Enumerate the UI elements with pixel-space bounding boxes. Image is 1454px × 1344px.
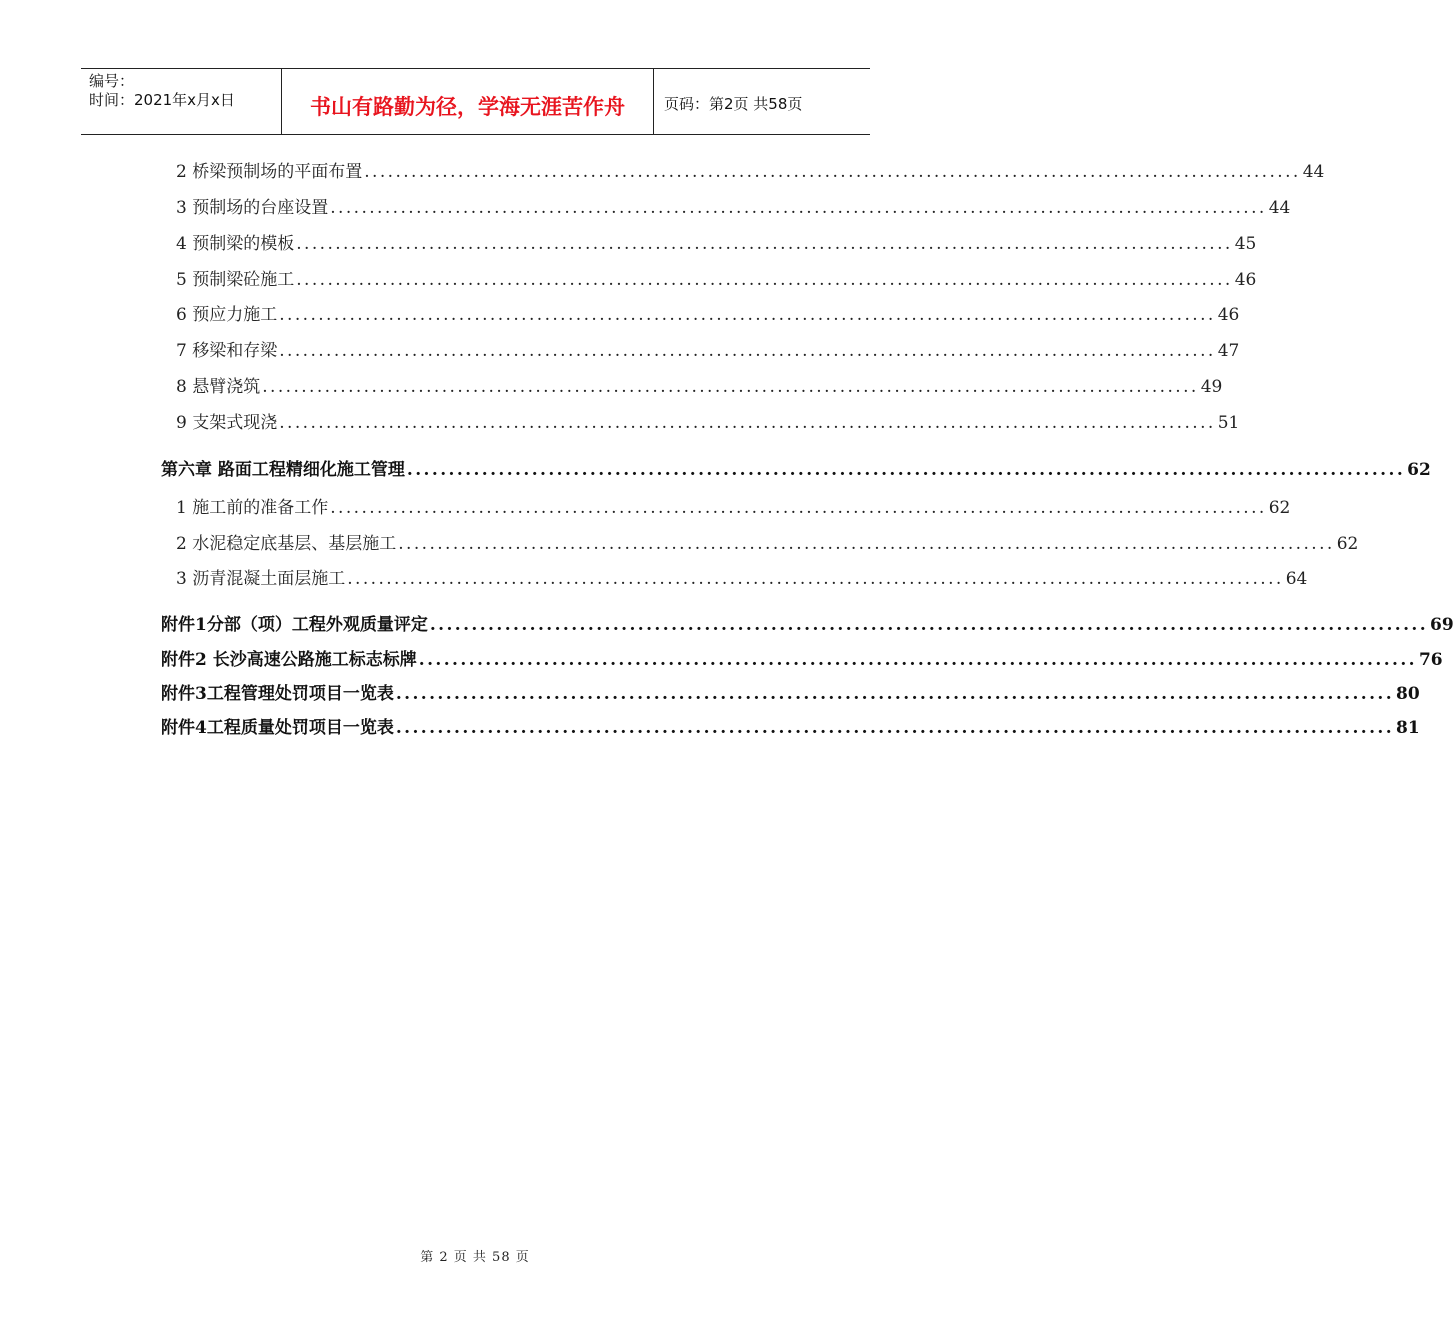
toc-entry-number: 9 <box>176 413 193 433</box>
toc-entry-title: 移梁和存梁 <box>192 341 278 361</box>
toc-leader-dots: ........................................................................................................................ <box>279 413 1216 433</box>
toc-entry-page: 76 <box>1418 650 1443 670</box>
toc-leader-dots: ........................................................................................................................ <box>429 615 1429 635</box>
toc-entry-number: 7 <box>176 341 193 361</box>
toc-entry-page: 45 <box>1234 234 1257 254</box>
toc-entry-page: 69 <box>1430 615 1454 635</box>
toc-entry-number: 1 <box>176 498 193 518</box>
toc-entry-number: 2 <box>176 162 193 182</box>
page-footer: 第 2 页 共 58 页 <box>420 1250 530 1265</box>
toc-entry-title: 第六章 路面工程精细化施工管理 <box>161 460 405 480</box>
toc-entry-title: 桥梁预制场的平面布置 <box>192 162 363 182</box>
toc-entry-page: 51 <box>1217 413 1240 433</box>
toc-entry-page: 46 <box>1217 305 1240 325</box>
toc-entry-number: 3 <box>176 198 193 218</box>
toc-entry-number: 2 <box>176 534 193 554</box>
header-meta-cell <box>81 69 281 134</box>
toc-entry-title: 沥青混凝土面层施工 <box>192 569 346 589</box>
header-page-cell <box>654 69 870 134</box>
toc-entry-title: 附件3工程管理处罚项目一览表 <box>161 684 394 704</box>
toc-entry-title: 预制梁砼施工 <box>192 270 295 290</box>
toc-entry-page: 62 <box>1336 534 1359 554</box>
toc-appendix-entry[interactable] <box>161 613 1454 637</box>
toc-entry-title: 附件2 长沙高速公路施工标志标牌 <box>161 650 417 670</box>
toc-entry[interactable] <box>176 532 1359 556</box>
toc-leader-dots: ........................................................................................................................ <box>279 305 1216 325</box>
toc-entry-title: 预制梁的模板 <box>192 234 295 254</box>
toc-entry-number: 6 <box>176 305 193 325</box>
toc-entry-page: 44 <box>1268 198 1291 218</box>
toc-appendix-entry[interactable] <box>161 682 1420 706</box>
header-page-code: 页码：第2页 共58页 <box>664 95 803 113</box>
toc-leader-dots: ........................................................................................................................ <box>364 162 1301 182</box>
document-header <box>81 68 870 135</box>
toc-leader-dots: ........................................................................................................................ <box>347 569 1284 589</box>
toc-chapter-entry[interactable] <box>161 458 1431 482</box>
toc-entry-page: 46 <box>1234 270 1257 290</box>
toc-entry-title: 附件4工程质量处罚项目一览表 <box>161 718 394 738</box>
toc-entry-page: 47 <box>1217 341 1240 361</box>
toc-entry-title: 水泥稳定底基层、基层施工 <box>192 534 397 554</box>
document-date-label: 时间：2021年x月x日 <box>89 91 235 109</box>
toc-entry-page: 80 <box>1396 684 1420 704</box>
toc-entry-number: 8 <box>176 377 193 397</box>
toc-entry[interactable] <box>176 160 1325 184</box>
toc-entry-page: 64 <box>1285 569 1308 589</box>
toc-entry-title: 悬臂浇筑 <box>192 377 261 397</box>
toc-entry-number: 3 <box>176 569 193 589</box>
header-motto: 书山有路勤为径，学海无涯苦作舟 <box>310 95 625 119</box>
toc-leader-dots: ........................................................................................................................ <box>395 684 1395 704</box>
toc-entry-title: 预制场的台座设置 <box>192 198 329 218</box>
toc-leader-dots: ........................................................................................................................ <box>330 198 1267 218</box>
toc-entry-title: 施工前的准备工作 <box>192 498 329 518</box>
toc-entry-title: 支架式现浇 <box>192 413 278 433</box>
toc-leader-dots: ........................................................................................................................ <box>279 341 1216 361</box>
toc-entry[interactable] <box>176 232 1257 256</box>
toc-entry-title: 预应力施工 <box>192 305 278 325</box>
toc-leader-dots: ........................................................................................................................ <box>330 498 1267 518</box>
toc-leader-dots: ........................................................................................................................ <box>296 234 1233 254</box>
toc-leader-dots: ........................................................................................................................ <box>296 270 1233 290</box>
toc-appendix-entry[interactable] <box>161 716 1420 740</box>
toc-entry-page: 81 <box>1396 718 1420 738</box>
toc-entry[interactable] <box>176 196 1291 220</box>
toc-leader-dots: ........................................................................................................................ <box>395 718 1395 738</box>
toc-entry-page: 44 <box>1302 162 1325 182</box>
toc-leader-dots: ........................................................................................................................ <box>418 650 1417 670</box>
toc-entry[interactable] <box>176 303 1240 327</box>
toc-entry[interactable] <box>176 375 1223 399</box>
toc-leader-dots: ........................................................................................................................ <box>406 460 1406 480</box>
toc-leader-dots: ........................................................................................................................ <box>398 534 1335 554</box>
toc-entry[interactable] <box>176 339 1240 363</box>
toc-entry[interactable] <box>176 496 1291 520</box>
toc-entry[interactable] <box>176 567 1308 591</box>
toc-entry[interactable] <box>176 411 1240 435</box>
toc-leader-dots: ........................................................................................................................ <box>262 377 1199 397</box>
toc-entry-title: 附件1分部（项）工程外观质量评定 <box>161 615 428 635</box>
toc-entry-number: 5 <box>176 270 193 290</box>
toc-entry[interactable] <box>176 268 1257 292</box>
document-number-label: 编号： <box>89 72 135 90</box>
toc-entry-page: 62 <box>1268 498 1291 518</box>
toc-entry-page: 62 <box>1407 460 1431 480</box>
toc-appendix-entry[interactable] <box>161 648 1443 672</box>
toc-entry-number: 4 <box>176 234 193 254</box>
header-motto-cell <box>281 69 654 134</box>
toc-entry-page: 49 <box>1200 377 1223 397</box>
